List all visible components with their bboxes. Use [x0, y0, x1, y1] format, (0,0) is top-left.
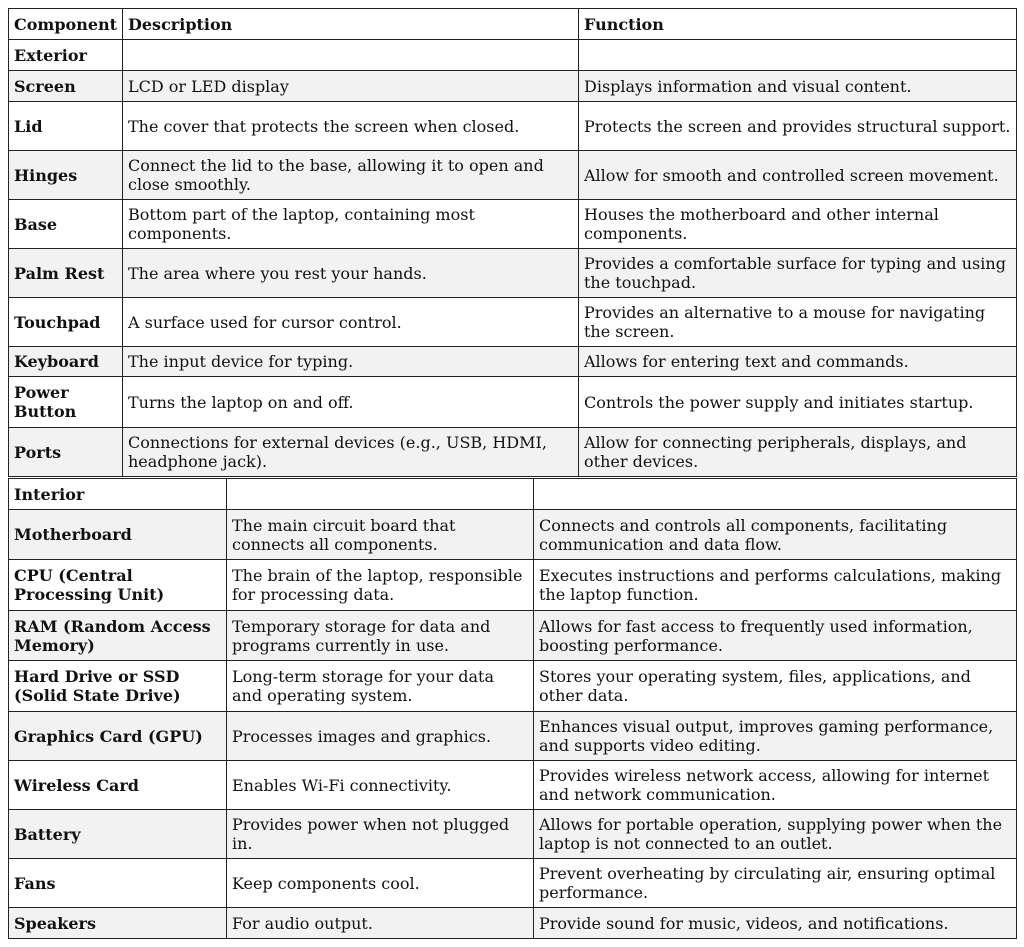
header-description: Description [123, 9, 579, 40]
description-cell: The brain of the laptop, responsible for processing data. [227, 560, 534, 611]
table-row [9, 102, 1017, 151]
table-row [9, 347, 1017, 377]
table-row [9, 377, 1017, 428]
description-cell: The main circuit board that connects all components. [227, 510, 534, 560]
function-cell: Allows for entering text and commands. [579, 347, 1017, 377]
description-cell: Long-term storage for your data and operating system. [227, 661, 534, 712]
component-cell: RAM (Random Access Memory) [9, 611, 227, 661]
function-cell: Displays information and visual content. [579, 71, 1017, 102]
function-cell: Provides wireless network access, allowing for internet and network communication. [534, 761, 1017, 810]
table-row [9, 71, 1017, 102]
component-cell: Hard Drive or SSD (Solid State Drive) [9, 661, 227, 712]
table-row [9, 510, 1017, 560]
component-cell: CPU (Central Processing Unit) [9, 560, 227, 611]
component-cell: Graphics Card (GPU) [9, 712, 227, 761]
function-cell: Connects and controls all components, facilitating communication and data flow. [534, 510, 1017, 560]
description-cell: LCD or LED display [123, 71, 579, 102]
function-cell: Protects the screen and provides structural support. [579, 102, 1017, 151]
description-cell: Provides power when not plugged in. [227, 810, 534, 859]
component-cell: Wireless Card [9, 761, 227, 810]
table-row [9, 761, 1017, 810]
description-cell: Connections for external devices (e.g., USB, HDMI, headphone jack). [123, 428, 579, 477]
description-cell: For audio output. [227, 908, 534, 939]
component-cell: Motherboard [9, 510, 227, 560]
component-cell: Fans [9, 859, 227, 908]
empty-cell [123, 40, 579, 71]
description-cell: Turns the laptop on and off. [123, 377, 579, 428]
component-cell: Keyboard [9, 347, 123, 377]
table-row [9, 712, 1017, 761]
table-row [9, 200, 1017, 249]
component-cell: Battery [9, 810, 227, 859]
table-row [9, 611, 1017, 661]
empty-cell [579, 40, 1017, 71]
exterior-components-table [8, 8, 1017, 477]
function-cell: Allows for fast access to frequently used information, boosting performance. [534, 611, 1017, 661]
function-cell: Executes instructions and performs calculations, making the laptop function. [534, 560, 1017, 611]
function-cell: Provides an alternative to a mouse for navigating the screen. [579, 298, 1017, 347]
header-function: Function [579, 9, 1017, 40]
component-cell: Palm Rest [9, 249, 123, 298]
section-row-interior [9, 479, 1017, 510]
interior-components-table [8, 478, 1017, 939]
table-row [9, 908, 1017, 939]
description-cell: Enables Wi-Fi connectivity. [227, 761, 534, 810]
function-cell: Controls the power supply and initiates startup. [579, 377, 1017, 428]
description-cell: Keep components cool. [227, 859, 534, 908]
table-row [9, 810, 1017, 859]
table-row [9, 859, 1017, 908]
description-cell: Temporary storage for data and programs currently in use. [227, 611, 534, 661]
description-cell: The area where you rest your hands. [123, 249, 579, 298]
component-cell: Lid [9, 102, 123, 151]
table-row [9, 151, 1017, 200]
header-row [9, 9, 1017, 40]
section-label: Interior [9, 479, 227, 510]
component-cell: Base [9, 200, 123, 249]
description-cell: Connect the lid to the base, allowing it to open and close smoothly. [123, 151, 579, 200]
function-cell: Provides a comfortable surface for typing and using the touchpad. [579, 249, 1017, 298]
function-cell: Allows for portable operation, supplying power when the laptop is not connected to an outlet. [534, 810, 1017, 859]
function-cell: Provide sound for music, videos, and notifications. [534, 908, 1017, 939]
component-cell: Power Button [9, 377, 123, 428]
empty-cell [227, 479, 534, 510]
description-cell: A surface used for cursor control. [123, 298, 579, 347]
description-cell: The input device for typing. [123, 347, 579, 377]
table-row [9, 560, 1017, 611]
table-row [9, 661, 1017, 712]
table-row [9, 298, 1017, 347]
component-cell: Hinges [9, 151, 123, 200]
function-cell: Enhances visual output, improves gaming performance, and supports video editing. [534, 712, 1017, 761]
header-component: Component [9, 9, 123, 40]
section-row-exterior [9, 40, 1017, 71]
component-cell: Speakers [9, 908, 227, 939]
table-row [9, 428, 1017, 477]
empty-cell [534, 479, 1017, 510]
description-cell: Bottom part of the laptop, containing most components. [123, 200, 579, 249]
section-label: Exterior [9, 40, 123, 71]
component-cell: Touchpad [9, 298, 123, 347]
function-cell: Prevent overheating by circulating air, ensuring optimal performance. [534, 859, 1017, 908]
table-row [9, 249, 1017, 298]
component-cell: Screen [9, 71, 123, 102]
component-cell: Ports [9, 428, 123, 477]
description-cell: Processes images and graphics. [227, 712, 534, 761]
function-cell: Houses the motherboard and other internal components. [579, 200, 1017, 249]
function-cell: Allow for connecting peripherals, displays, and other devices. [579, 428, 1017, 477]
function-cell: Allow for smooth and controlled screen movement. [579, 151, 1017, 200]
function-cell: Stores your operating system, files, applications, and other data. [534, 661, 1017, 712]
description-cell: The cover that protects the screen when closed. [123, 102, 579, 151]
